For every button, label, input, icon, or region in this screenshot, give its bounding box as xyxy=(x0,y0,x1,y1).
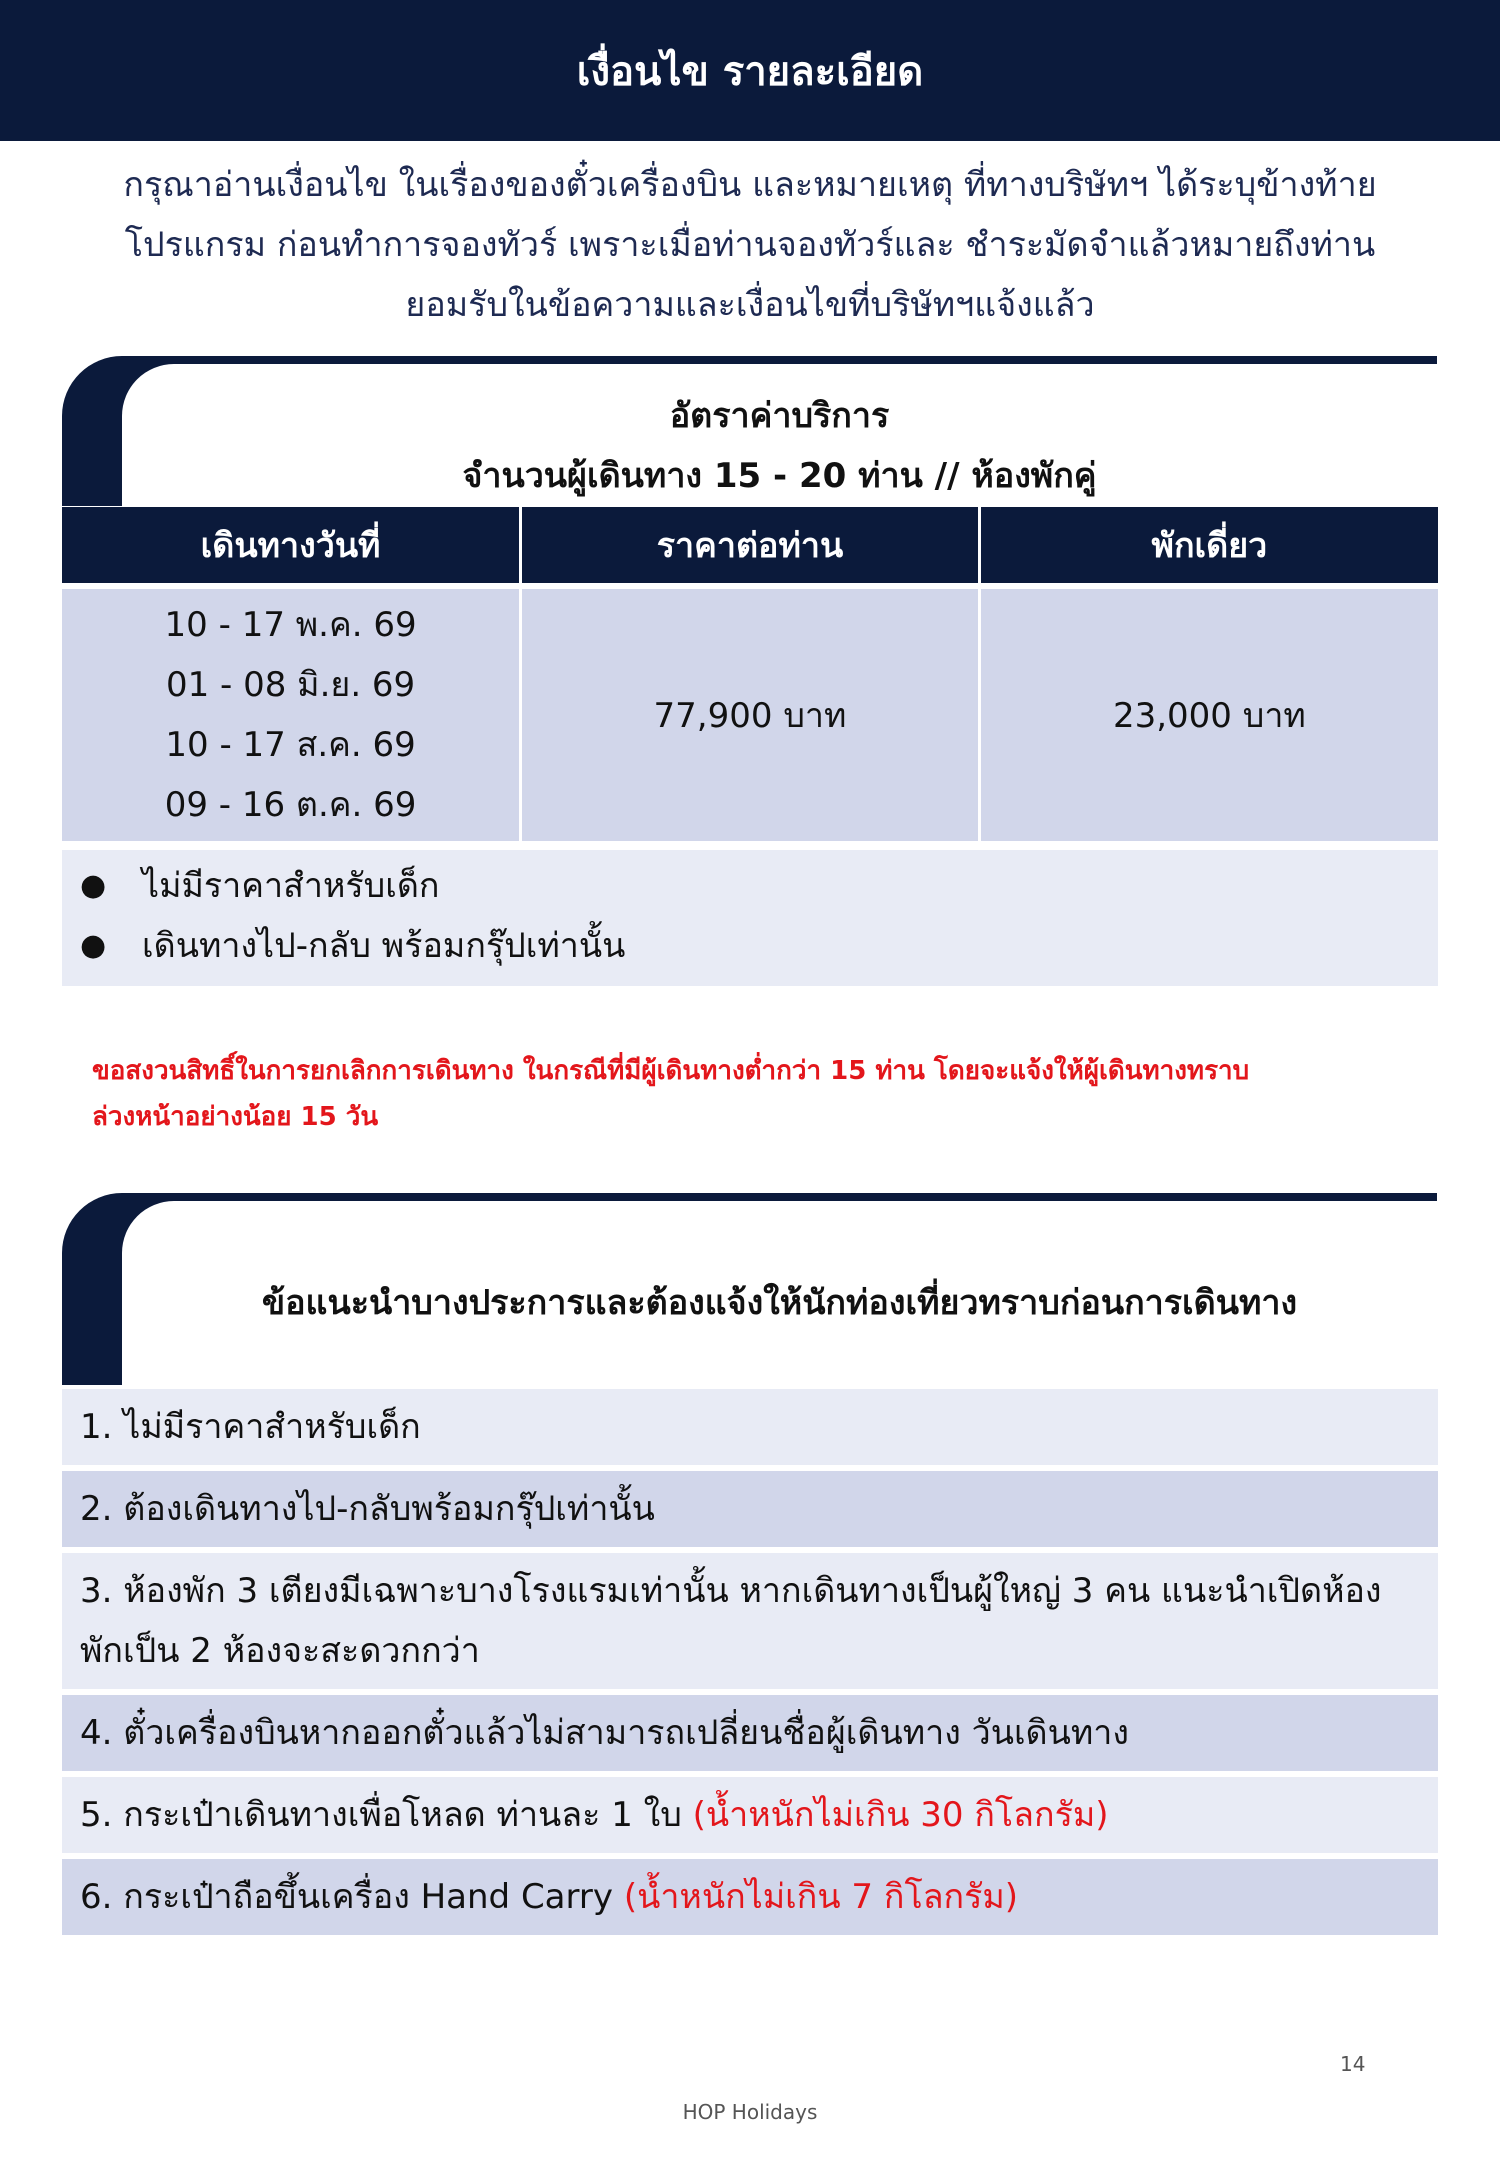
advice-text: 6. กระเป๋าถือขึ้นเครื่อง Hand Carry xyxy=(80,1877,624,1917)
advice-section-header xyxy=(62,1193,1437,1385)
advice-text: 2. ต้องเดินทางไป-กลับพร้อมกรุ๊ปเท่านั้น xyxy=(80,1489,655,1529)
page-header xyxy=(0,0,1500,141)
bullet-icon: ● xyxy=(80,868,107,903)
list-item xyxy=(62,1553,1438,1689)
list-item xyxy=(62,1695,1438,1771)
weight-limit-text: (น้ำหนักไม่เกิน 30 กิโลกรัม) xyxy=(692,1795,1109,1835)
pricing-notes xyxy=(62,850,1438,986)
single-supplement-cell: 23,000 บาท xyxy=(979,586,1438,841)
list-item xyxy=(62,1389,1438,1465)
date-cell xyxy=(62,586,521,841)
column-header-date: เดินทางวันที่ xyxy=(62,507,521,586)
pricing-table-header xyxy=(62,507,1438,586)
travel-date: 01 - 08 มิ.ย. 69 xyxy=(165,665,416,705)
pricing-table xyxy=(62,507,1438,841)
bullet-icon: ● xyxy=(80,928,107,963)
intro-line: ยอมรับในข้อความและเงื่อนไขที่บริษัทฯแจ้งแล้ว xyxy=(405,285,1095,325)
note-text: เดินทางไป-กลับ พร้อมกรุ๊ปเท่านั้น xyxy=(142,926,626,966)
travel-date: 10 - 17 ส.ค. 69 xyxy=(165,725,416,765)
weight-limit-text: (น้ำหนักไม่เกิน 7 กิโลกรัม) xyxy=(623,1877,1019,1917)
notice-line: ล่วงหน้าอย่างน้อย 15 วัน xyxy=(92,1102,379,1132)
table-row xyxy=(62,586,1438,841)
intro-paragraph xyxy=(56,155,1444,335)
page-number: 14 xyxy=(1340,2052,1366,2076)
advice-text: 4. ตั๋วเครื่องบินหากออกตั๋วแล้วไม่สามารถเปลี่ยนชื่อผู้เดินทาง วันเดินทาง xyxy=(80,1713,1129,1753)
pricing-title-line2: จำนวนผู้เดินทาง 15 - 20 ท่าน // ห้องพักคู่ xyxy=(462,456,1097,496)
pricing-title xyxy=(122,386,1437,506)
travel-date: 09 - 16 ต.ค. 69 xyxy=(164,785,417,825)
cancellation-notice xyxy=(92,1048,1412,1140)
advice-text: 1. ไม่มีราคาสำหรับเด็ก xyxy=(80,1407,421,1447)
note-text: ไม่มีราคาสำหรับเด็ก xyxy=(142,866,440,906)
list-item xyxy=(62,1471,1438,1547)
advice-title: ข้อแนะนำบางประการและต้องแจ้งให้นักท่องเที่ยวทราบก่อนการเดินทาง xyxy=(261,1283,1298,1323)
list-item xyxy=(62,1777,1438,1853)
advice-text: 5. กระเป๋าเดินทางเพื่อโหลด ท่านละ 1 ใบ xyxy=(80,1795,693,1835)
notice-line: ขอสงวนสิทธิ์ในการยกเลิกการเดินทาง ในกรณีที่มีผู้เดินทางต่ำกว่า 15 ท่าน โดยจะแจ้งให้ผู้เดินทางทราบ xyxy=(92,1056,1250,1086)
page-header-title: เงื่อนไข รายละเอียด xyxy=(576,48,924,95)
pricing-title-line1: อัตราค่าบริการ xyxy=(669,396,890,436)
footer-brand: HOP Holidays xyxy=(682,2100,818,2124)
advice-list xyxy=(62,1389,1438,1941)
advice-text: 3. ห้องพัก 3 เตียงมีเฉพาะบางโรงแรมเท่านั้น หากเดินทางเป็นผู้ใหญ่ 3 คน แนะนำเปิดห้องพักเป็น 2 ห้องจะสะดวกกว่า xyxy=(80,1571,1382,1671)
intro-line: กรุณาอ่านเงื่อนไข ในเรื่องของตั๋วเครื่องบิน และหมายเหตุ ที่ทางบริษัทฯ ได้ระบุข้างท้าย xyxy=(123,165,1377,205)
travel-date: 10 - 17 พ.ค. 69 xyxy=(164,605,417,645)
list-item xyxy=(62,1859,1438,1935)
pricing-section-header xyxy=(62,356,1437,506)
column-header-price: ราคาต่อท่าน xyxy=(521,507,980,586)
column-header-single: พักเดี่ยว xyxy=(979,507,1438,586)
intro-line: โปรแกรม ก่อนทำการจองทัวร์ เพราะเมื่อท่านจองทัวร์และ ชำระมัดจำแล้วหมายถึงท่าน xyxy=(124,225,1376,265)
price-cell: 77,900 บาท xyxy=(521,586,980,841)
